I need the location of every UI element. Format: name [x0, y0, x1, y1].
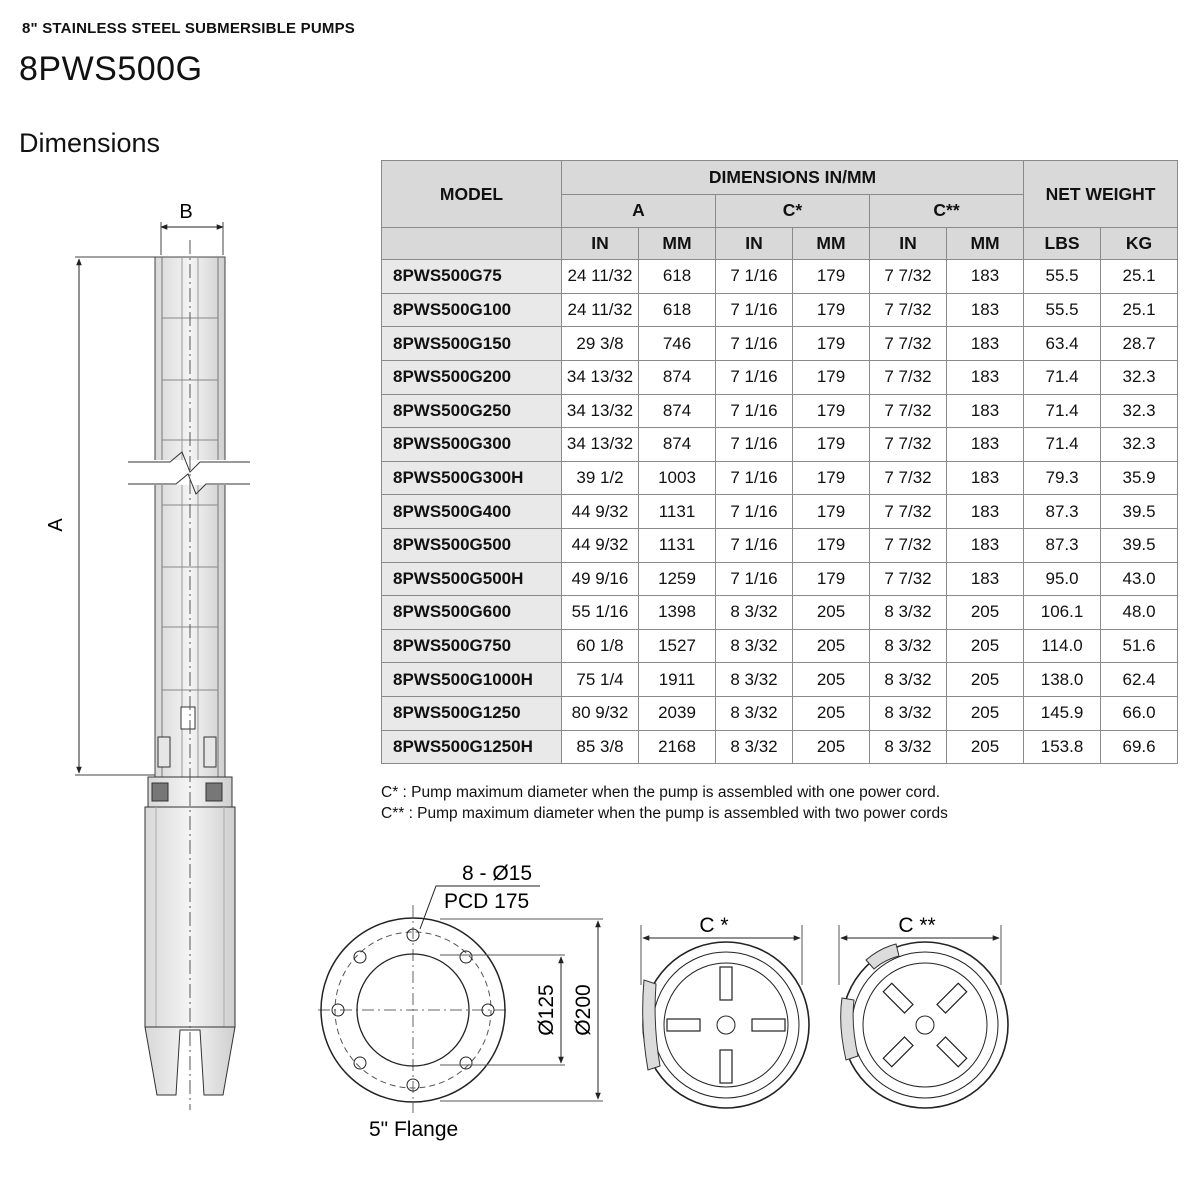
value-cell: 8 3/32 [716, 596, 793, 630]
value-cell: 8 3/32 [870, 629, 947, 663]
header-model: MODEL [382, 161, 562, 228]
value-cell: 39.5 [1101, 528, 1178, 562]
value-cell: 95.0 [1024, 562, 1101, 596]
header-net-weight: NET WEIGHT [1024, 161, 1178, 228]
unit-in: IN [716, 228, 793, 260]
model-cell: 8PWS500G600 [382, 596, 562, 630]
value-cell: 2039 [639, 696, 716, 730]
value-cell: 205 [793, 696, 870, 730]
value-cell: 205 [947, 663, 1024, 697]
value-cell: 7 7/32 [870, 260, 947, 294]
model-cell: 8PWS500G500H [382, 562, 562, 596]
value-cell: 43.0 [1101, 562, 1178, 596]
header-a: A [562, 194, 716, 228]
value-cell: 71.4 [1024, 394, 1101, 428]
value-cell: 7 7/32 [870, 428, 947, 462]
value-cell: 71.4 [1024, 360, 1101, 394]
value-cell: 874 [639, 360, 716, 394]
value-cell: 179 [793, 562, 870, 596]
value-cell: 87.3 [1024, 495, 1101, 529]
pump-side-view [75, 222, 250, 1110]
model-cell: 8PWS500G750 [382, 629, 562, 663]
value-cell: 8 3/32 [716, 730, 793, 764]
value-cell: 183 [947, 360, 1024, 394]
label-c-one-cord: C * [699, 914, 729, 937]
value-cell: 48.0 [1101, 596, 1178, 630]
value-cell: 145.9 [1024, 696, 1101, 730]
value-cell: 35.9 [1101, 461, 1178, 495]
unit-lbs: LBS [1024, 228, 1101, 260]
page-title: 8PWS500G [19, 50, 203, 88]
value-cell: 7 1/16 [716, 360, 793, 394]
flange-view [318, 886, 603, 1113]
value-cell: 24 11/32 [562, 260, 639, 294]
value-cell: 24 11/32 [562, 293, 639, 327]
value-cell: 49 9/16 [562, 562, 639, 596]
value-cell: 7 7/32 [870, 495, 947, 529]
value-cell: 183 [947, 293, 1024, 327]
note-c-two-cords: C** : Pump maximum diameter when the pump is assembled with two power cords [381, 805, 948, 822]
value-cell: 7 1/16 [716, 293, 793, 327]
model-cell: 8PWS500G150 [382, 327, 562, 361]
value-cell: 7 7/32 [870, 461, 947, 495]
label-a: A [45, 518, 67, 532]
value-cell: 8 3/32 [716, 696, 793, 730]
value-cell: 183 [947, 528, 1024, 562]
value-cell: 1003 [639, 461, 716, 495]
value-cell: 179 [793, 360, 870, 394]
value-cell: 179 [793, 528, 870, 562]
value-cell: 55.5 [1024, 293, 1101, 327]
value-cell: 29 3/8 [562, 327, 639, 361]
value-cell: 7 1/16 [716, 260, 793, 294]
value-cell: 1131 [639, 528, 716, 562]
value-cell: 205 [793, 663, 870, 697]
value-cell: 874 [639, 428, 716, 462]
value-cell: 153.8 [1024, 730, 1101, 764]
value-cell: 71.4 [1024, 428, 1101, 462]
page-subtitle: 8" STAINLESS STEEL SUBMERSIBLE PUMPS [22, 20, 355, 37]
value-cell: 34 13/32 [562, 428, 639, 462]
value-cell: 55.5 [1024, 260, 1101, 294]
value-cell: 179 [793, 327, 870, 361]
unit-mm: MM [947, 228, 1024, 260]
value-cell: 183 [947, 260, 1024, 294]
value-cell: 51.6 [1101, 629, 1178, 663]
value-cell: 79.3 [1024, 461, 1101, 495]
value-cell: 183 [947, 461, 1024, 495]
value-cell: 85 3/8 [562, 730, 639, 764]
model-cell: 8PWS500G75 [382, 260, 562, 294]
value-cell: 7 1/16 [716, 528, 793, 562]
header-c-two-cords: C** [870, 194, 1024, 228]
value-cell: 106.1 [1024, 596, 1101, 630]
model-cell: 8PWS500G1000H [382, 663, 562, 697]
value-cell: 63.4 [1024, 327, 1101, 361]
value-cell: 7 1/16 [716, 461, 793, 495]
value-cell: 1911 [639, 663, 716, 697]
value-cell: 7 1/16 [716, 394, 793, 428]
value-cell: 183 [947, 562, 1024, 596]
value-cell: 75 1/4 [562, 663, 639, 697]
top-view-one-cord [641, 925, 809, 1108]
unit-mm: MM [639, 228, 716, 260]
value-cell: 2168 [639, 730, 716, 764]
value-cell: 69.6 [1101, 730, 1178, 764]
value-cell: 8 3/32 [870, 696, 947, 730]
value-cell: 183 [947, 428, 1024, 462]
value-cell: 32.3 [1101, 394, 1178, 428]
value-cell: 179 [793, 293, 870, 327]
model-cell: 8PWS500G400 [382, 495, 562, 529]
value-cell: 183 [947, 495, 1024, 529]
value-cell: 7 7/32 [870, 327, 947, 361]
header-c-one-cord: C* [716, 194, 870, 228]
value-cell: 7 7/32 [870, 562, 947, 596]
value-cell: 205 [947, 629, 1024, 663]
value-cell: 138.0 [1024, 663, 1101, 697]
value-cell: 205 [793, 730, 870, 764]
value-cell: 39.5 [1101, 495, 1178, 529]
value-cell: 44 9/32 [562, 495, 639, 529]
value-cell: 34 13/32 [562, 394, 639, 428]
unit-in: IN [562, 228, 639, 260]
value-cell: 874 [639, 394, 716, 428]
value-cell: 34 13/32 [562, 360, 639, 394]
value-cell: 25.1 [1101, 293, 1178, 327]
value-cell: 7 7/32 [870, 293, 947, 327]
model-cell: 8PWS500G200 [382, 360, 562, 394]
value-cell: 1259 [639, 562, 716, 596]
value-cell: 746 [639, 327, 716, 361]
value-cell: 60 1/8 [562, 629, 639, 663]
value-cell: 62.4 [1101, 663, 1178, 697]
value-cell: 205 [793, 596, 870, 630]
value-cell: 8 3/32 [870, 663, 947, 697]
label-flange: 5" Flange [369, 1118, 459, 1141]
value-cell: 205 [947, 596, 1024, 630]
model-cell: 8PWS500G100 [382, 293, 562, 327]
value-cell: 32.3 [1101, 360, 1178, 394]
value-cell: 7 1/16 [716, 562, 793, 596]
value-cell: 183 [947, 394, 1024, 428]
value-cell: 179 [793, 394, 870, 428]
label-outer-diameter: Ø200 [572, 984, 595, 1036]
note-c-one-cord: C* : Pump maximum diameter when the pump is assembled with one power cord. [381, 784, 941, 801]
label-pcd: PCD 175 [444, 890, 530, 913]
value-cell: 7 7/32 [870, 394, 947, 428]
unit-in: IN [870, 228, 947, 260]
value-cell: 55 1/16 [562, 596, 639, 630]
value-cell: 7 1/16 [716, 327, 793, 361]
value-cell: 1527 [639, 629, 716, 663]
value-cell: 66.0 [1101, 696, 1178, 730]
unit-kg: KG [1101, 228, 1178, 260]
model-cell: 8PWS500G300 [382, 428, 562, 462]
value-cell: 618 [639, 260, 716, 294]
section-heading: Dimensions [19, 128, 161, 158]
value-cell: 179 [793, 260, 870, 294]
value-cell: 205 [947, 696, 1024, 730]
top-view-two-cords [839, 925, 1008, 1108]
model-cell: 8PWS500G500 [382, 528, 562, 562]
value-cell: 87.3 [1024, 528, 1101, 562]
value-cell: 32.3 [1101, 428, 1178, 462]
value-cell: 28.7 [1101, 327, 1178, 361]
value-cell: 8 3/32 [870, 596, 947, 630]
value-cell: 39 1/2 [562, 461, 639, 495]
value-cell: 205 [947, 730, 1024, 764]
model-cell: 8PWS500G300H [382, 461, 562, 495]
label-c-two-cords: C ** [898, 914, 936, 937]
value-cell: 205 [793, 629, 870, 663]
value-cell: 1398 [639, 596, 716, 630]
value-cell: 7 1/16 [716, 428, 793, 462]
value-cell: 8 3/32 [870, 730, 947, 764]
value-cell: 7 7/32 [870, 528, 947, 562]
model-cell: 8PWS500G250 [382, 394, 562, 428]
value-cell: 618 [639, 293, 716, 327]
value-cell: 179 [793, 461, 870, 495]
value-cell: 8 3/32 [716, 663, 793, 697]
value-cell: 179 [793, 428, 870, 462]
label-holes: 8 - Ø15 [462, 862, 533, 885]
value-cell: 1131 [639, 495, 716, 529]
value-cell: 7 7/32 [870, 360, 947, 394]
label-inner-diameter: Ø125 [535, 984, 558, 1036]
model-cell: 8PWS500G1250 [382, 696, 562, 730]
value-cell: 114.0 [1024, 629, 1101, 663]
value-cell: 80 9/32 [562, 696, 639, 730]
value-cell: 8 3/32 [716, 629, 793, 663]
value-cell: 183 [947, 327, 1024, 361]
unit-mm: MM [793, 228, 870, 260]
value-cell: 44 9/32 [562, 528, 639, 562]
value-cell: 179 [793, 495, 870, 529]
value-cell: 7 1/16 [716, 495, 793, 529]
label-b: B [179, 201, 193, 223]
value-cell: 25.1 [1101, 260, 1178, 294]
model-cell: 8PWS500G1250H [382, 730, 562, 764]
header-dimensions: DIMENSIONS IN/MM [562, 161, 1024, 195]
